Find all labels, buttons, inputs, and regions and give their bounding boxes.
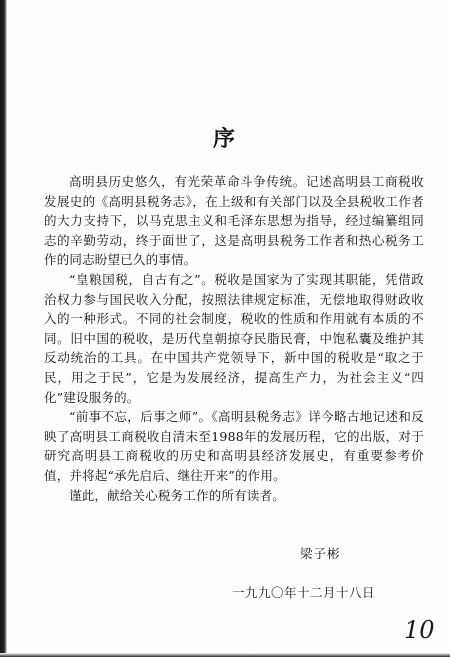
preface-body — [44, 172, 424, 505]
author-signature: 梁子彬 — [300, 546, 341, 561]
paragraph-3: “前事不忘，后事之师”。《高明县税务志》详今略古地记述和反映了高明县工商税收自清末至1988年的发展历程，它的出版，对于研究高明县工商税收的历史和高明县经济发展史，有重要参考价值，并将起“承先启后、继往开来”的作用。 — [44, 409, 424, 483]
handwritten-page-number: 10 — [404, 616, 435, 644]
paragraph-2: “皇粮国税，自古有之”。税收是国家为了实现其职能，凭借政治权力参与国民收入分配，按照法律规定标准，无偿地取得财政收入的一种形式。不同的社会制度，税收的性质和作用就有本质的不同。旧中国的税收，是历代皇朝掠夺民脂民膏，中饱私囊及维护其反动统治的工具。在中国共产党领导下，新中国的税收是“取之于民，用之于民”，它是为发展经济，提高生产力，为社会主义“四化”建设服务的。 — [44, 271, 424, 405]
scan-left-edge — [0, 0, 7, 657]
paragraph-1: 高明县历史悠久，有光荣革命斗争传统。记述高明县工商税收发展史的《高明县税务志》，在上级和有关部门以及全县税收工作者的大力支持下，以马克思主义和毛泽东思想为指导，经过编纂组同志的辛勤劳动，终于面世了，这是高明县税务工作者和热心税务工作的同志盼望已久的事情。 — [44, 174, 424, 268]
page-title: 序 — [212, 126, 237, 152]
date-line: 一九九〇年十二月十八日 — [232, 585, 376, 600]
paragraph-4: 谨此，献给关心税务工作的所有读者。 — [69, 487, 285, 503]
scan-bottom-edge — [0, 653, 450, 657]
